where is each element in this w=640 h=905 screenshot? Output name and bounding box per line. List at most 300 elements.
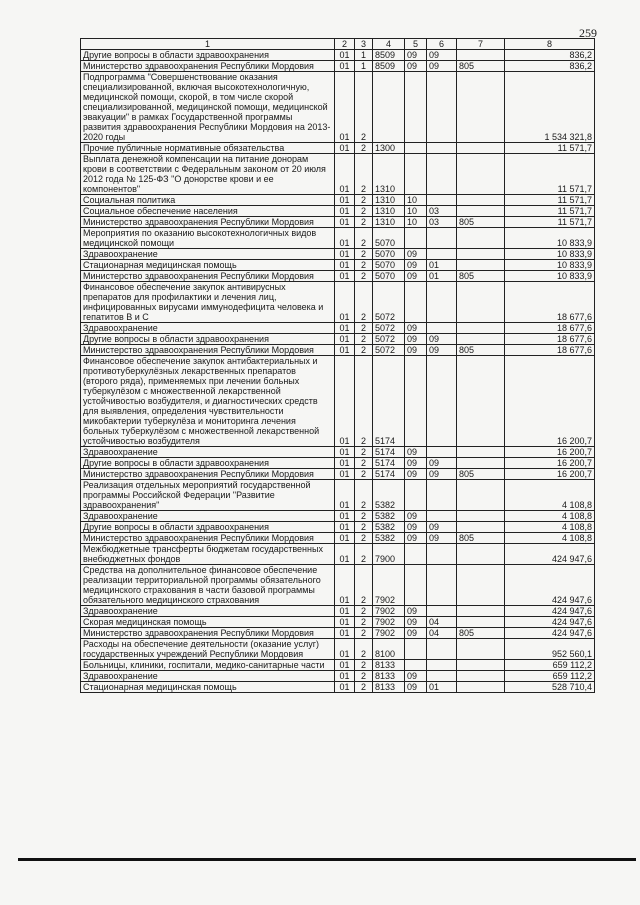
row-code-cell: 01 (335, 345, 355, 356)
row-amount-cell: 11 571,7 (505, 217, 595, 228)
table-row (81, 480, 595, 511)
table-row (81, 511, 595, 522)
row-code-cell (373, 72, 405, 143)
row-section-cell (405, 639, 427, 660)
row-amount-cell: 18 677,6 (505, 282, 595, 323)
row-code-cell: 5070 (373, 271, 405, 282)
row-subsection-cell (427, 282, 457, 323)
row-amount-cell: 10 833,9 (505, 249, 595, 260)
table-row (81, 260, 595, 271)
row-section-cell (405, 228, 427, 249)
row-subsection-cell (427, 143, 457, 154)
row-agency-cell (457, 154, 505, 195)
row-amount-cell: 16 200,7 (505, 356, 595, 447)
row-name-cell: Расходы на обеспечение деятельности (оказание услуг) государственных учреждений Республики Мордовия (81, 639, 335, 660)
header-cell: 1 (81, 39, 335, 50)
row-code-cell: 2 (355, 522, 373, 533)
row-subsection-cell: 09 (427, 61, 457, 72)
row-agency-cell (457, 447, 505, 458)
row-amount-cell: 4 108,8 (505, 480, 595, 511)
header-row (81, 39, 595, 50)
row-subsection-cell: 03 (427, 217, 457, 228)
row-code-cell: 8509 (373, 50, 405, 61)
row-code-cell: 01 (335, 469, 355, 480)
row-amount-cell: 528 710,4 (505, 682, 595, 693)
row-section-cell: 09 (405, 447, 427, 458)
row-code-cell: 01 (335, 565, 355, 606)
row-agency-cell (457, 682, 505, 693)
row-code-cell: 2 (355, 671, 373, 682)
row-code-cell: 01 (335, 639, 355, 660)
row-code-cell: 2 (355, 617, 373, 628)
row-subsection-cell (427, 323, 457, 334)
table-row (81, 271, 595, 282)
row-code-cell: 01 (335, 61, 355, 72)
row-subsection-cell (427, 606, 457, 617)
row-section-cell: 09 (405, 533, 427, 544)
row-subsection-cell: 04 (427, 628, 457, 639)
table-row (81, 61, 595, 72)
row-agency-cell (457, 522, 505, 533)
row-name-cell: Социальное обеспечение населения (81, 206, 335, 217)
budget-table (80, 38, 595, 693)
row-code-cell: 2 (355, 249, 373, 260)
row-agency-cell: 805 (457, 628, 505, 639)
row-section-cell (405, 143, 427, 154)
row-amount-cell: 952 560,1 (505, 639, 595, 660)
row-section-cell: 09 (405, 458, 427, 469)
row-agency-cell (457, 660, 505, 671)
row-code-cell: 01 (335, 323, 355, 334)
row-code-cell: 7902 (373, 606, 405, 617)
row-code-cell: 5174 (373, 469, 405, 480)
row-code-cell: 5072 (373, 345, 405, 356)
row-amount-cell: 16 200,7 (505, 447, 595, 458)
row-code-cell: 2 (355, 533, 373, 544)
table-row (81, 469, 595, 480)
row-code-cell: 01 (335, 282, 355, 323)
row-name-cell: Здравоохранение (81, 671, 335, 682)
row-section-cell: 09 (405, 323, 427, 334)
row-amount-cell: 659 112,2 (505, 671, 595, 682)
table-row (81, 671, 595, 682)
row-agency-cell (457, 480, 505, 511)
row-code-cell: 01 (335, 334, 355, 345)
row-name-cell: Социальная политика (81, 195, 335, 206)
row-code-cell: 5070 (373, 249, 405, 260)
row-agency-cell: 805 (457, 271, 505, 282)
row-code-cell: 7902 (373, 565, 405, 606)
row-agency-cell (457, 260, 505, 271)
row-agency-cell: 805 (457, 61, 505, 72)
row-agency-cell (457, 511, 505, 522)
row-code-cell: 01 (335, 356, 355, 447)
row-agency-cell: 805 (457, 469, 505, 480)
row-amount-cell: 11 571,7 (505, 206, 595, 217)
row-section-cell: 09 (405, 511, 427, 522)
row-section-cell: 09 (405, 50, 427, 61)
row-code-cell: 01 (335, 249, 355, 260)
row-code-cell: 5072 (373, 334, 405, 345)
row-section-cell (405, 565, 427, 606)
row-subsection-cell: 01 (427, 271, 457, 282)
row-amount-cell: 424 947,6 (505, 565, 595, 606)
row-code-cell: 01 (335, 195, 355, 206)
row-code-cell: 5382 (373, 522, 405, 533)
row-section-cell: 10 (405, 217, 427, 228)
row-code-cell: 01 (335, 533, 355, 544)
row-code-cell: 01 (335, 617, 355, 628)
row-code-cell: 01 (335, 671, 355, 682)
row-code-cell: 2 (355, 334, 373, 345)
row-code-cell: 2 (355, 323, 373, 334)
table-row (81, 228, 595, 249)
row-section-cell (405, 356, 427, 447)
table-row (81, 544, 595, 565)
row-name-cell: Стационарная медицинская помощь (81, 260, 335, 271)
row-code-cell: 2 (355, 195, 373, 206)
row-section-cell: 10 (405, 195, 427, 206)
row-section-cell: 09 (405, 345, 427, 356)
row-name-cell: Министерство здравоохранения Республики Мордовия (81, 271, 335, 282)
row-name-cell: Здравоохранение (81, 323, 335, 334)
row-name-cell: Здравоохранение (81, 249, 335, 260)
row-amount-cell: 1 534 321,8 (505, 72, 595, 143)
row-name-cell: Стационарная медицинская помощь (81, 682, 335, 693)
table-row (81, 345, 595, 356)
row-code-cell: 2 (355, 447, 373, 458)
row-agency-cell (457, 671, 505, 682)
row-agency-cell: 805 (457, 533, 505, 544)
row-agency-cell (457, 195, 505, 206)
row-subsection-cell: 01 (427, 260, 457, 271)
table-row (81, 323, 595, 334)
row-code-cell: 2 (355, 217, 373, 228)
row-agency-cell (457, 565, 505, 606)
row-section-cell (405, 544, 427, 565)
row-section-cell (405, 72, 427, 143)
row-name-cell: Здравоохранение (81, 511, 335, 522)
row-agency-cell (457, 72, 505, 143)
row-code-cell: 5174 (373, 458, 405, 469)
row-subsection-cell: 01 (427, 682, 457, 693)
row-agency-cell (457, 143, 505, 154)
row-code-cell: 8133 (373, 660, 405, 671)
row-code-cell: 7900 (373, 544, 405, 565)
header-cell: 4 (373, 39, 405, 50)
row-name-cell: Министерство здравоохранения Республики Мордовия (81, 533, 335, 544)
row-subsection-cell (427, 249, 457, 260)
row-code-cell: 01 (335, 228, 355, 249)
row-code-cell: 7902 (373, 628, 405, 639)
row-code-cell: 01 (335, 447, 355, 458)
row-name-cell: Другие вопросы в области здравоохранения (81, 50, 335, 61)
row-subsection-cell (427, 660, 457, 671)
row-code-cell: 2 (355, 511, 373, 522)
row-code-cell: 01 (335, 660, 355, 671)
row-agency-cell (457, 249, 505, 260)
row-amount-cell: 11 571,7 (505, 195, 595, 206)
row-subsection-cell (427, 195, 457, 206)
row-code-cell: 2 (355, 228, 373, 249)
row-name-cell: Подпрограмма "Совершенствование оказания специализированной, включая высокотехнологичную, медицинской помощи, скорой, в том числе скорой специализированной, медицинской помощи, медицинской эвакуации" в рамках Государственной программы развития здравоохранения Республики Мордовия на 2013-2020 годы (81, 72, 335, 143)
row-name-cell: Реализация отдельных мероприятий государственной программы Российской Федерации "Развитие здравоохранения" (81, 480, 335, 511)
row-code-cell: 01 (335, 50, 355, 61)
row-subsection-cell: 09 (427, 533, 457, 544)
row-name-cell: Другие вопросы в области здравоохранения (81, 522, 335, 533)
row-code-cell: 01 (335, 143, 355, 154)
row-section-cell: 09 (405, 271, 427, 282)
row-amount-cell: 424 947,6 (505, 617, 595, 628)
table-row (81, 447, 595, 458)
row-code-cell: 8133 (373, 671, 405, 682)
row-section-cell: 09 (405, 522, 427, 533)
row-code-cell: 2 (355, 206, 373, 217)
table-row (81, 522, 595, 533)
table-row (81, 639, 595, 660)
header-cell: 7 (457, 39, 505, 50)
row-code-cell: 2 (355, 660, 373, 671)
table-row (81, 617, 595, 628)
table-row (81, 50, 595, 61)
row-agency-cell (457, 282, 505, 323)
row-code-cell: 01 (335, 544, 355, 565)
header-cell: 5 (405, 39, 427, 50)
row-subsection-cell (427, 544, 457, 565)
row-section-cell: 09 (405, 617, 427, 628)
row-name-cell: Другие вопросы в области здравоохранения (81, 334, 335, 345)
table-row (81, 660, 595, 671)
row-code-cell: 01 (335, 511, 355, 522)
page-number: 259 (579, 26, 597, 40)
row-name-cell: Межбюджетные трансферты бюджетам государственных внебюджетных фондов (81, 544, 335, 565)
row-section-cell: 09 (405, 260, 427, 271)
row-subsection-cell (427, 565, 457, 606)
row-name-cell: Финансовое обеспечение закупок антивирусных препаратов для профилактики и лечения лиц, инфицированных вирусами иммунодефицита человека и гепатитов В и С (81, 282, 335, 323)
row-code-cell: 2 (355, 154, 373, 195)
row-name-cell: Выплата денежной компенсации на питание донорам крови в соответствии с Федеральным законом от 20 июля 2012 года № 125-ФЗ "О донорстве крови и ее компонентов" (81, 154, 335, 195)
row-agency-cell: 805 (457, 345, 505, 356)
header-cell: 2 (335, 39, 355, 50)
table-row (81, 606, 595, 617)
row-code-cell: 1300 (373, 143, 405, 154)
row-name-cell: Финансовое обеспечение закупок антибактериальных и противотуберкулёзных лекарственных препаратов (второго ряда), применяемых при лечении больных туберкулёзом с множественной лекарственной устойчивостью возбудителя, и диагностических средств для выявления, определения чувствительности микобактерии туберкулёза и мониторинга лечения больных туберкулёзом с множественной лекарственной устойчивостью возбудителя (81, 356, 335, 447)
row-code-cell: 5070 (373, 228, 405, 249)
row-subsection-cell: 09 (427, 345, 457, 356)
row-section-cell: 10 (405, 206, 427, 217)
row-code-cell: 5174 (373, 447, 405, 458)
row-subsection-cell: 09 (427, 469, 457, 480)
row-name-cell: Министерство здравоохранения Республики Мордовия (81, 217, 335, 228)
row-code-cell: 2 (355, 458, 373, 469)
row-agency-cell (457, 617, 505, 628)
row-code-cell: 1 (355, 50, 373, 61)
table-row (81, 217, 595, 228)
row-amount-cell: 10 833,9 (505, 260, 595, 271)
table-row (81, 533, 595, 544)
row-section-cell: 09 (405, 606, 427, 617)
row-section-cell: 09 (405, 249, 427, 260)
row-subsection-cell (427, 480, 457, 511)
row-code-cell: 2 (355, 260, 373, 271)
row-agency-cell (457, 544, 505, 565)
page-bottom-rule (18, 858, 636, 861)
row-name-cell: Мероприятия по оказанию высокотехнологичных видов медицинской помощи (81, 228, 335, 249)
row-code-cell: 01 (335, 271, 355, 282)
row-agency-cell (457, 639, 505, 660)
table-row (81, 356, 595, 447)
row-amount-cell: 18 677,6 (505, 334, 595, 345)
table-body (81, 50, 595, 693)
row-code-cell: 2 (355, 143, 373, 154)
row-code-cell: 01 (335, 154, 355, 195)
row-code-cell: 1 (355, 61, 373, 72)
row-section-cell (405, 660, 427, 671)
row-code-cell: 01 (335, 606, 355, 617)
row-amount-cell: 18 677,6 (505, 323, 595, 334)
row-code-cell: 1310 (373, 195, 405, 206)
row-agency-cell (457, 228, 505, 249)
row-section-cell: 09 (405, 61, 427, 72)
row-name-cell: Другие вопросы в области здравоохранения (81, 458, 335, 469)
row-agency-cell (457, 50, 505, 61)
row-code-cell: 01 (335, 72, 355, 143)
row-amount-cell: 4 108,8 (505, 522, 595, 533)
row-amount-cell: 4 108,8 (505, 511, 595, 522)
row-name-cell: Средства на дополнительное финансовое обеспечение реализации территориальной программы обязательного медицинского страхования в части базовой программы обязательного медицинского страхования (81, 565, 335, 606)
row-name-cell: Министерство здравоохранения Республики Мордовия (81, 61, 335, 72)
table-row (81, 334, 595, 345)
header-cell: 8 (505, 39, 595, 50)
row-subsection-cell: 09 (427, 522, 457, 533)
row-amount-cell: 836,2 (505, 50, 595, 61)
row-code-cell: 5174 (373, 356, 405, 447)
table-row (81, 628, 595, 639)
row-section-cell: 09 (405, 682, 427, 693)
row-amount-cell: 18 677,6 (505, 345, 595, 356)
row-code-cell: 7902 (373, 617, 405, 628)
row-code-cell: 8133 (373, 682, 405, 693)
row-subsection-cell: 09 (427, 458, 457, 469)
row-code-cell: 2 (355, 544, 373, 565)
table-row (81, 195, 595, 206)
row-subsection-cell (427, 511, 457, 522)
row-code-cell: 2 (355, 282, 373, 323)
row-code-cell: 8100 (373, 639, 405, 660)
row-subsection-cell (427, 356, 457, 447)
row-code-cell: 2 (355, 682, 373, 693)
row-section-cell: 09 (405, 628, 427, 639)
row-code-cell: 2 (355, 480, 373, 511)
row-section-cell: 09 (405, 671, 427, 682)
row-code-cell: 01 (335, 217, 355, 228)
row-amount-cell: 10 833,9 (505, 271, 595, 282)
row-name-cell: Здравоохранение (81, 606, 335, 617)
row-amount-cell: 424 947,6 (505, 544, 595, 565)
row-subsection-cell (427, 671, 457, 682)
table-row (81, 458, 595, 469)
row-section-cell (405, 480, 427, 511)
row-code-cell: 01 (335, 522, 355, 533)
table-row (81, 282, 595, 323)
row-code-cell: 01 (335, 206, 355, 217)
row-code-cell: 5382 (373, 533, 405, 544)
row-code-cell: 01 (335, 682, 355, 693)
row-code-cell: 1310 (373, 154, 405, 195)
header-cell: 3 (355, 39, 373, 50)
row-name-cell: Министерство здравоохранения Республики Мордовия (81, 469, 335, 480)
row-agency-cell (457, 206, 505, 217)
table-row (81, 72, 595, 143)
table-row (81, 206, 595, 217)
row-code-cell: 2 (355, 606, 373, 617)
row-code-cell: 2 (355, 639, 373, 660)
row-subsection-cell: 04 (427, 617, 457, 628)
table-row (81, 565, 595, 606)
row-code-cell: 2 (355, 628, 373, 639)
row-code-cell: 2 (355, 565, 373, 606)
table-row (81, 249, 595, 260)
row-section-cell: 09 (405, 469, 427, 480)
row-amount-cell: 424 947,6 (505, 606, 595, 617)
row-name-cell: Здравоохранение (81, 447, 335, 458)
row-agency-cell: 805 (457, 217, 505, 228)
row-code-cell: 2 (355, 271, 373, 282)
row-code-cell: 5382 (373, 480, 405, 511)
row-agency-cell (457, 334, 505, 345)
row-code-cell: 8509 (373, 61, 405, 72)
row-code-cell: 01 (335, 260, 355, 271)
row-code-cell: 2 (355, 72, 373, 143)
row-code-cell: 5070 (373, 260, 405, 271)
row-agency-cell (457, 356, 505, 447)
row-amount-cell: 659 112,2 (505, 660, 595, 671)
row-section-cell: 09 (405, 334, 427, 345)
row-subsection-cell (427, 72, 457, 143)
row-name-cell: Скорая медицинская помощь (81, 617, 335, 628)
row-subsection-cell: 09 (427, 334, 457, 345)
row-subsection-cell: 03 (427, 206, 457, 217)
row-name-cell: Прочие публичные нормативные обязательства (81, 143, 335, 154)
row-amount-cell: 4 108,8 (505, 533, 595, 544)
row-agency-cell (457, 606, 505, 617)
row-name-cell: Министерство здравоохранения Республики Мордовия (81, 628, 335, 639)
table-row (81, 154, 595, 195)
row-section-cell (405, 282, 427, 323)
row-subsection-cell: 09 (427, 50, 457, 61)
row-amount-cell: 836,2 (505, 61, 595, 72)
table-row (81, 682, 595, 693)
row-subsection-cell (427, 154, 457, 195)
table-row (81, 143, 595, 154)
row-amount-cell: 10 833,9 (505, 228, 595, 249)
row-amount-cell: 11 571,7 (505, 154, 595, 195)
row-section-cell (405, 154, 427, 195)
row-code-cell: 1310 (373, 206, 405, 217)
row-code-cell: 01 (335, 458, 355, 469)
row-agency-cell (457, 458, 505, 469)
row-code-cell: 01 (335, 628, 355, 639)
row-code-cell: 2 (355, 356, 373, 447)
row-code-cell: 01 (335, 480, 355, 511)
row-code-cell: 5072 (373, 323, 405, 334)
row-code-cell: 1310 (373, 217, 405, 228)
row-amount-cell: 16 200,7 (505, 469, 595, 480)
row-code-cell: 5382 (373, 511, 405, 522)
row-subsection-cell (427, 447, 457, 458)
row-amount-cell: 424 947,6 (505, 628, 595, 639)
header-cell: 6 (427, 39, 457, 50)
